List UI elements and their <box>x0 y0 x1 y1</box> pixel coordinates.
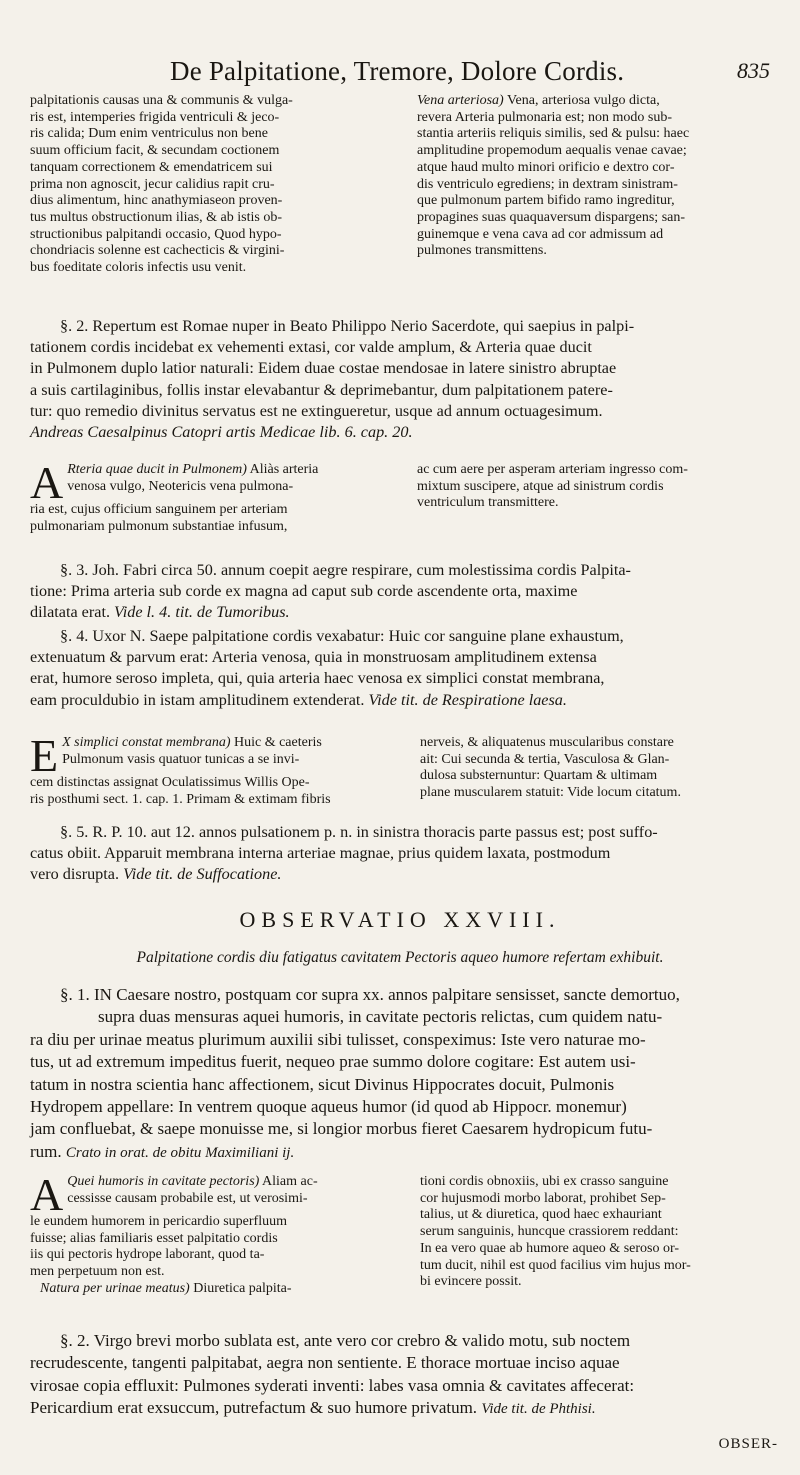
text-line: §. 4. Uxor N. Saepe palpitatione cordis vexabatur: Huic cor sanguine plane exhaustum, <box>60 627 624 645</box>
text-line: iis qui pectoris hydrope laborant, quod ta- <box>30 1247 265 1263</box>
text-line: In ea vero quae ab humore aqueo & seroso or- <box>420 1240 680 1256</box>
note3-right-column <box>420 1174 775 1291</box>
text-line: plane muscularem statuit: Vide locum citatum. <box>420 785 681 801</box>
text-line: palpitationis causas una & communis & vulga- <box>30 93 293 108</box>
text-line: guinemque e vena cava ad cor admissum ad <box>417 226 664 242</box>
paragraph-s4 <box>30 626 775 711</box>
text-line: jam confluebat, & saepe monuisse me, si longior morbus fieret Caesarem hydropicum futu- <box>30 1119 653 1139</box>
text-line: propagines suas quaquaversum dispargens; san- <box>417 209 686 225</box>
text-line <box>30 462 400 479</box>
text-line <box>417 93 772 110</box>
text-line: cessisse causam probabile est, ut verosimi- <box>67 1190 308 1206</box>
text-line: catus obiit. Apparuit membrana interna arteriae magnae, prius quidem laxata, postmodum <box>30 844 611 863</box>
text-span: rum. <box>30 1141 62 1161</box>
catchword: OBSER- <box>718 1436 778 1452</box>
lemma: Rteria quae ducit in Pulmonem) <box>67 462 247 477</box>
page-number: 835 <box>737 58 770 83</box>
text-span: Diuretica palpita- <box>189 1280 292 1296</box>
text-line: serum sanguinis, huncque crassiorem reddant: <box>420 1224 679 1240</box>
text-line: a suis cartilaginibus, follis instar elevabantur & deprimebantur, dum palpitationem patere- <box>30 380 613 399</box>
text-line: tione: Prima arteria sub corde ex magna ad caput sub corde ascendente orta, maxime <box>30 582 578 601</box>
note3-left-column <box>30 1169 410 1298</box>
text-line: tioni cordis obnoxiis, ubi ex crasso sanguine <box>420 1174 669 1189</box>
text-line: pulmones transmittens. <box>417 243 547 259</box>
observation-paragraph-s1 <box>30 984 775 1164</box>
text-line: recrudescente, tangenti palpitabat, aegra non sentiente. E thorace mortuae inciso aquae <box>30 1353 620 1373</box>
text-line: venosa vulgo, Neotericis vena pulmona- <box>67 478 294 494</box>
text-line: supra duas mensuras aquei humoris, in cavitate pectoris relictas, cum quidem natu- <box>98 1007 663 1027</box>
text-line: fuisse; alias familiaris esset palpitatio cordis <box>30 1230 278 1246</box>
paragraph-s5 <box>30 822 775 886</box>
note1-right-column <box>417 462 772 512</box>
citation: Andreas Caesalpinus Catopri artis Medicae lib. 6. cap. 20. <box>30 423 413 442</box>
text-line: §. 1. IN Caesare nostro, postquam cor supra xx. annos palpitare sensisset, sancte demortuo, <box>60 985 680 1004</box>
text-line: Hydropem appellare: In ventrem quoque aqueus humor (id quod ab Hippocr. monemur) <box>30 1097 627 1117</box>
block1-left-column <box>30 93 400 277</box>
text-span: eam proculdubio in istam amplitudinem extenderat. <box>30 690 365 709</box>
text-span: Vena, arteriosa vulgo dicta, <box>506 93 660 108</box>
page-title: De Palpitatione, Tremore, Dolore Cordis. <box>170 56 625 86</box>
block1-right-column <box>417 93 772 260</box>
text-line: pulmonariam pulmonum substantiae infusum, <box>30 518 288 534</box>
text-line: ventriculum transmittere. <box>417 495 559 511</box>
lemma: Vena arteriosa) <box>417 93 504 108</box>
text-line: tatum in nostra scientia hanc affectionem, sicut Divinus Hippocrates docuit, Pulmonis <box>30 1074 615 1094</box>
text-line: ra diu per urinae meatus plurimum auxilii sibi tulisset, conspeximus: Iste vero naturae mo- <box>30 1029 646 1049</box>
text-line: ris calida; Dum enim ventriculus non bene <box>30 126 268 142</box>
cross-reference: Vide tit. de Respiratione laesa. <box>368 690 567 709</box>
text-line: bi evincere possit. <box>420 1274 522 1290</box>
drop-capital: E <box>30 730 59 781</box>
text-line: structionibus palpitandi occasio, Quod hypo- <box>30 226 282 242</box>
text-line: men perpetuum non est. <box>30 1264 165 1280</box>
note2-right-column <box>420 735 775 802</box>
text-line <box>30 1174 410 1191</box>
text-line: ait: Cui secunda & tertia, Vasculosa & Glan- <box>420 751 670 767</box>
observation-paragraph-s2 <box>30 1330 775 1421</box>
text-line: ria est, cujus officium sanguinem per arteriam <box>30 502 288 517</box>
text-line: dis ventriculo egrediens; in dextram sinistram- <box>417 176 678 192</box>
observation-heading: OBSERVATIO XXVIII. <box>239 907 561 932</box>
citation: Crato in orat. de obitu Maximiliani ij. <box>65 1144 295 1161</box>
text-line: le eundem humorem in pericardio superfluum <box>30 1214 287 1229</box>
lemma: X simplici constat membrana) <box>62 735 231 750</box>
text-line: dius alimentum, hinc anathymiaseon proven- <box>30 193 283 209</box>
text-line: tanquam correctionem & emendatricem sui <box>30 159 273 175</box>
text-line: suum officium facit, & secundam coctionem <box>30 143 280 159</box>
text-line: extenuatum & parvum erat: Arteria venosa, quia in monstruosam amplitudinem extensa <box>30 648 597 667</box>
drop-capital: A <box>30 1169 64 1220</box>
text-line <box>30 690 775 711</box>
text-line <box>30 864 775 885</box>
lemma: Quei humoris in cavitate pectoris) <box>67 1174 260 1189</box>
cross-reference: Vide tit. de Phthisi. <box>481 1401 596 1418</box>
text-line: tationem cordis incidebat ex vehementi extasi, cor valde amplum, & Arteria quae ducit <box>30 338 592 357</box>
text-line: tus multus obstructionum ilias, & ab istis ob- <box>30 209 282 225</box>
text-line <box>30 1141 775 1164</box>
text-line: §. 2. Virgo brevi morbo sublata est, ante vero cor crebro & valido motu, sub noctem <box>60 1331 631 1350</box>
text-line: amplitudine propemodum aequalis venae cavae; <box>417 143 687 159</box>
text-line: cem distinctas assignat Oculatissimus Willis Ope- <box>30 775 310 790</box>
text-line: prima non agnoscit, jecur calidius rapit cru- <box>30 176 275 192</box>
text-line: tum ducit, nihil est quod facilius vim hujus mor- <box>420 1257 691 1273</box>
text-line: erat, humore seroso impleta, qui, quia arteria haec venosa ex simplici constat membrana, <box>30 669 605 688</box>
observation-subheading: Palpitatione cordis diu fatigatus cavitatem Pectoris aqueo humore refertam exhibuit. <box>136 949 664 966</box>
text-span: vero disrupta. <box>30 865 120 884</box>
text-line: ris est, intemperies frigida ventriculi & jeco- <box>30 109 280 125</box>
note1-left-column <box>30 457 400 535</box>
cross-reference: Vide l. 4. tit. de Tumoribus. <box>114 603 290 622</box>
text-span: Huic & caeteris <box>230 735 322 750</box>
cross-reference: Vide tit. de Suffocatione. <box>123 865 282 884</box>
text-line <box>30 1397 775 1420</box>
paragraph-s3 <box>30 560 775 624</box>
text-line: tus, ut ad extremum impeditus fuerit, nequeo prae summo dolore cogitare: Est autem usi- <box>30 1052 636 1072</box>
text-line: §. 3. Joh. Fabri circa 50. annum coepit aegre respirare, cum molestissima cordis Palpita- <box>60 561 631 579</box>
text-line: ac cum aere per asperam arteriam ingresso com- <box>417 462 688 477</box>
text-line <box>30 1281 410 1298</box>
text-line: ris posthumi sect. 1. cap. 1. Primam & extimam fibris <box>30 791 331 807</box>
text-line: Pulmonum vasis quatuor tunicas a se invi- <box>62 751 300 767</box>
text-line: §. 2. Repertum est Romae nuper in Beato Philippo Nerio Sacerdote, qui saepius in palpi- <box>60 317 635 335</box>
text-span: Aliam ac- <box>259 1174 318 1189</box>
text-line: stantia arteriis reliquis similis, sed & pulsu: haec <box>417 126 690 142</box>
text-line: dulosa substernuntur: Quartam & ultimam <box>420 768 658 784</box>
note2-left-column <box>30 730 410 808</box>
text-line: que pulmonum partem bifido ramo ingreditur, <box>417 193 675 209</box>
text-line: talius, ut & diuretica, quod haec exhauriant <box>420 1207 662 1223</box>
lemma: Natura per urinae meatus) <box>40 1280 190 1296</box>
text-span: Pericardium erat exsuccum, putrefactum & suo humore privatum. <box>30 1398 478 1418</box>
text-line: chondriacis solenne est cachecticis & virgini- <box>30 243 285 259</box>
text-line: §. 5. R. P. 10. aut 12. annos pulsationem p. n. in sinistra thoracis parte passus est; post suffo- <box>60 823 658 841</box>
text-line: revera Arteria pulmonaria est; non modo sub- <box>417 109 673 125</box>
text-line: nerveis, & aliquatenus muscularibus constare <box>420 735 674 750</box>
running-header <box>0 56 800 94</box>
text-line: in Pulmonem duplo latior naturali: Eidem duae costae mendosae in latere sinistro abruptae <box>30 359 617 378</box>
text-line <box>30 735 410 752</box>
text-span: dilatata erat. <box>30 603 110 622</box>
text-line: mixtum suscipere, atque ad sinistrum cordis <box>417 478 664 494</box>
text-line: bus foeditate coloris infectis usu venit. <box>30 260 247 276</box>
text-span: Aliàs arteria <box>246 462 319 477</box>
text-line: virosae copia effluxit: Pulmones syderati inventi: labes vasa omnia & cavitates affecerat: <box>30 1375 635 1395</box>
paragraph-s2 <box>30 316 775 443</box>
text-line: atque haud multo minori orificio e dextro cor- <box>417 159 675 175</box>
text-line: tur: quo remedio divinitus servatus est ne extingueretur, usque ad annum octuagesimum. <box>30 401 603 420</box>
drop-capital: A <box>30 457 64 508</box>
text-line: cor hujusmodi morbo laborat, prohibet Sep- <box>420 1190 666 1206</box>
text-line <box>30 602 775 623</box>
